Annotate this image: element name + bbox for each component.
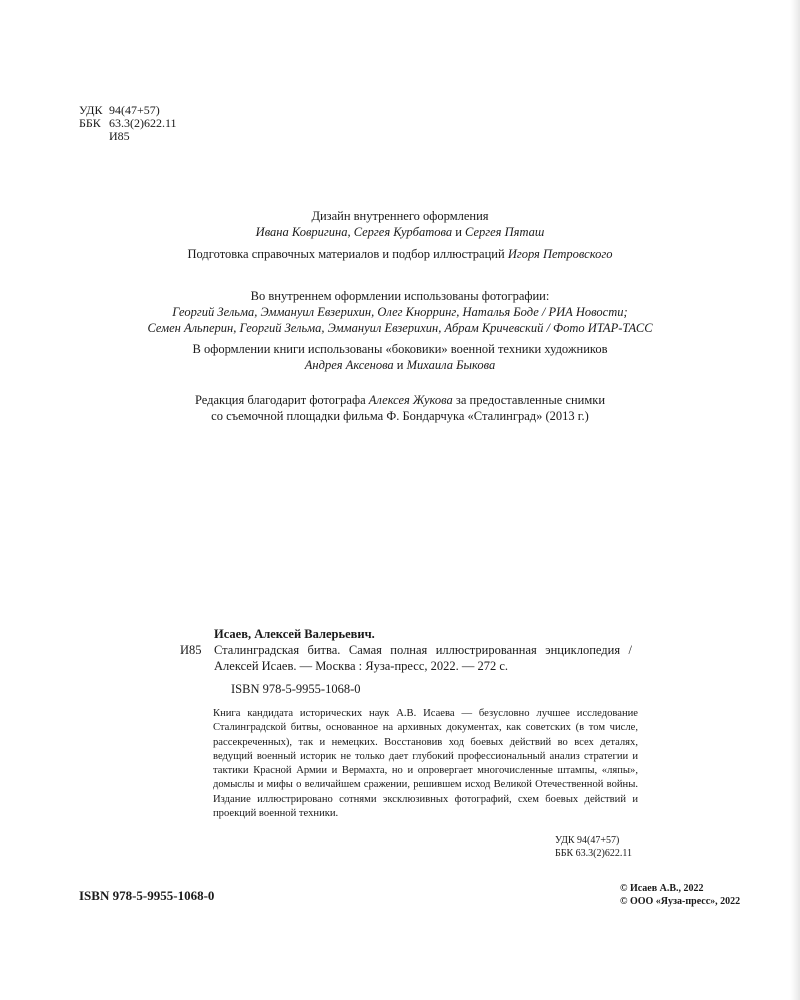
photos-line-1: Георгий Зельма, Эммануил Евзерихин, Олег Кнорринг, Наталья Боде / РИА Новости; — [172, 305, 628, 319]
photos-line-2: Семен Альперин, Георгий Зельма, Эммануил Евзерихин, Абрам Кричевский / Фото ИТАР-ТАСС — [147, 321, 653, 335]
sidebar-name-2: Михаила Быкова — [406, 358, 496, 372]
design-names — [0, 224, 800, 240]
sidebar-text: В оформлении книги использованы «боковики» военной техники художников — [192, 342, 608, 356]
catalog-bbk: ББК 63.3(2)622.11 — [555, 848, 632, 860]
catalog-abstract: Книга кандидата исторических наук А.В. Исаева — безусловно лучшее исследование Сталинградской битвы, основанное на архивных документах, как советских (в том числе, рассекреченных), так и немецких. Восстановив ход боевых действий во всех деталях, ведущий военный историк не только дает глубокий профессиональный анализ стратегии и тактики Красной Армии и Вермахта, но и опровергает многочисленные штампы, «ляпы», домыслы и мифы о величайшем сражении, решившем исход Великой Отечественной войны. Издание иллюстрировано сотнями эксклюзивных фотографий, схем боевых действий и проекций военной техники. — [213, 708, 638, 820]
catalog-isbn: ISBN 978-5-9955-1068-0 — [231, 682, 361, 696]
bbk-label: ББК — [79, 116, 101, 130]
photos-title: Во внутреннем оформлении использованы фотографии: — [250, 289, 550, 303]
thanks-credit — [0, 392, 800, 424]
prep-name: Игоря Петровского — [507, 247, 613, 261]
udk-value: 94(47+57) — [109, 103, 160, 117]
copyright-block — [620, 882, 740, 908]
author-mark: И85 — [109, 129, 130, 143]
classification-block — [79, 104, 177, 143]
design-credit — [0, 208, 800, 240]
sidebar-and: и — [393, 358, 407, 372]
thanks-line-2: со съемочной площадки фильма Ф. Бондарчука «Сталинград» (2013 г.) — [211, 409, 589, 423]
thanks-line-1: Редакция благодарит фотографа Алексея Жукова за предоставленные снимки — [194, 393, 606, 407]
design-names-2: Сергея Пяташ — [465, 225, 545, 239]
sidebar-art-credit — [0, 341, 800, 373]
author-mark-row — [79, 130, 177, 143]
copyright-publisher: © ООО «Яуза-пресс», 2022 — [620, 896, 741, 907]
catalog-code: И85 — [180, 643, 202, 657]
bbk-value: 63.3(2)622.11 — [109, 116, 177, 130]
reference-credit — [0, 246, 800, 262]
udk-label: УДК — [79, 103, 103, 117]
catalog-classification — [555, 834, 640, 860]
design-title: Дизайн внутреннего оформления — [311, 209, 489, 223]
design-and: и — [452, 225, 466, 239]
design-names-1: Ивана Ковригина, Сергея Курбатова — [255, 225, 453, 239]
catalog-description: Сталинградская битва. Самая полная иллюстрированная энциклопедия / Алексей Исаев. — Москва : Яуза-пресс, 2022. — 272 с. — [214, 643, 632, 673]
photos-credit — [0, 288, 800, 336]
catalog-udk: УДК 94(47+57) — [555, 835, 620, 847]
footer-isbn: ISBN 978-5-9955-1068-0 — [79, 888, 215, 903]
catalog-main-row — [180, 642, 640, 674]
catalog-card — [180, 626, 640, 860]
page-edge-shadow — [790, 0, 800, 1000]
copyright-author: © Исаев А.В., 2022 — [620, 883, 704, 894]
sidebar-names — [0, 357, 800, 373]
prep-text: Подготовка справочных материалов и подбор иллюстраций — [187, 247, 508, 261]
sidebar-name-1: Андрея Аксенова — [304, 358, 394, 372]
thanks-name: Алексея Жукова — [368, 393, 453, 407]
catalog-author: Исаев, Алексей Валерьевич. — [214, 627, 375, 641]
